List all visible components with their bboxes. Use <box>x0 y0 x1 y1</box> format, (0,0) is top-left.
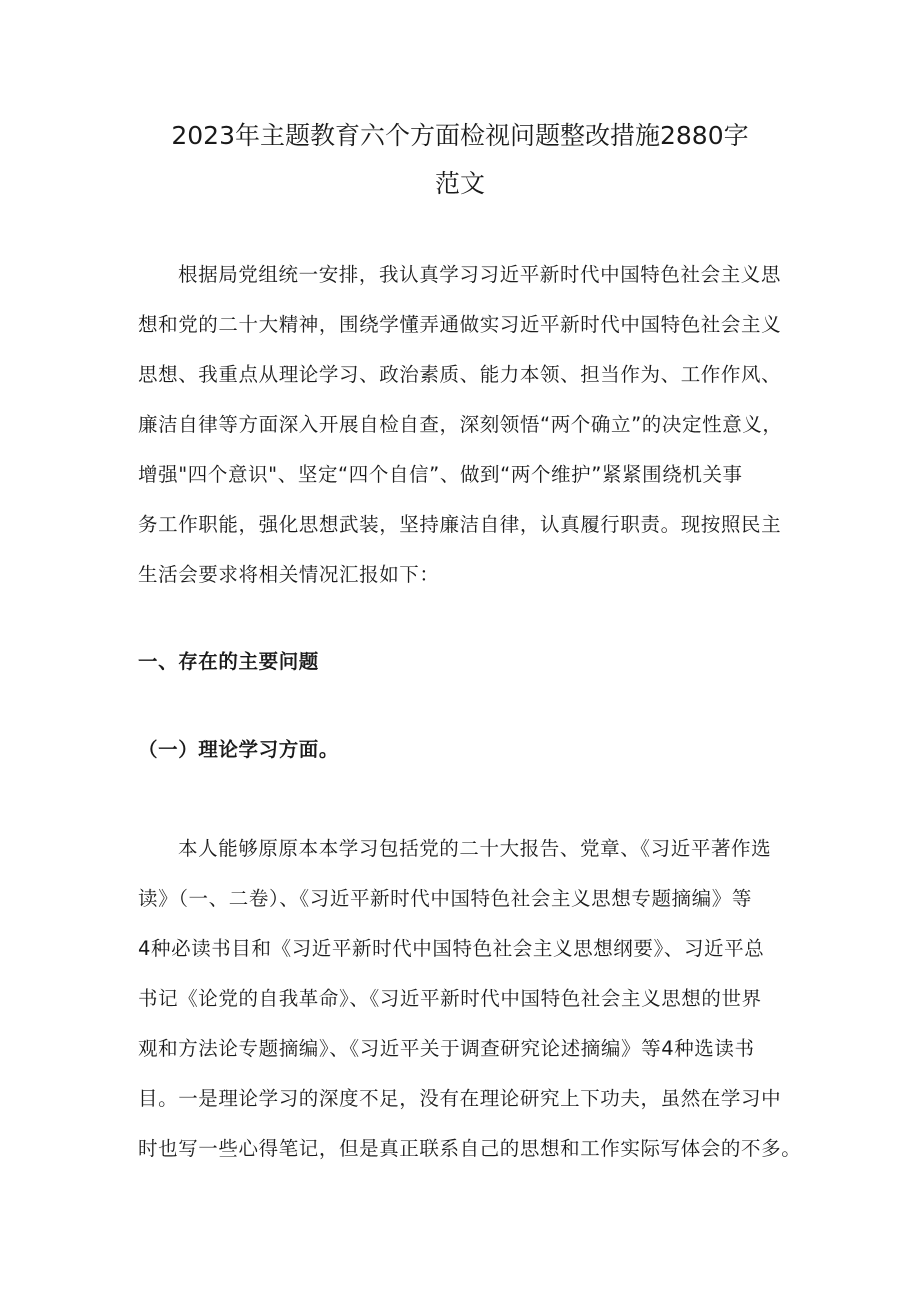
paragraph-line: 生活会要求将相关情况汇报如下： <box>138 563 440 586</box>
paragraph-line: 目。一是理论学习的深度不足，没有在理论研究上下功夫，虽然在学习中 <box>138 1087 782 1110</box>
paragraph-line: 想和党的二十大精神，围绕学懂弄通做实习近平新时代中国特色社会主义 <box>138 313 782 336</box>
section-heading: 一、存在的主要问题 <box>138 650 319 673</box>
paragraph-line: 时也写一些心得笔记，但是真正联系自己的思想和工作实际写体会的不多。 <box>138 1137 802 1160</box>
document-title: 2023年主题教育六个方面检视问题整改措施2880字 <box>171 121 749 150</box>
subsection-heading: （一）理论学习方面。 <box>138 738 340 761</box>
paragraph-line: 根据局党组统一安排，我认真学习习近平新时代中国特色社会主义思 <box>178 263 782 286</box>
paragraph-line: 增强"四个意识"、坚定“四个自信”、做到“两个维护”紧紧围绕机关事 <box>138 463 743 486</box>
paragraph-line: 思想、我重点从理论学习、政治素质、能力本领、担当作为、工作作风、 <box>138 363 782 386</box>
paragraph-line: 观和方法论专题摘编》、《习近平关于调查研究论述摘编》等4种选读书 <box>138 1037 755 1060</box>
paragraph-line: 书记《论党的自我革命》、《习近平新时代中国特色社会主义思想的世界 <box>138 987 762 1010</box>
document-title-continued: 范文 <box>434 169 485 198</box>
paragraph-line: 廉洁自律等方面深入开展自检自查，深刻领悟“两个确立”的决定性意义， <box>138 413 783 436</box>
paragraph-line: 4种必读书目和《习近平新时代中国特色社会主义思想纲要》、习近平总 <box>138 937 765 960</box>
paragraph-line: 读》（一、二卷）、《习近平新时代中国特色社会主义思想专题摘编》等 <box>138 887 752 910</box>
paragraph-line: 务工作职能，强化思想武装，坚持廉洁自律，认真履行职责。现按照民主 <box>138 513 782 536</box>
paragraph-line: 本人能够原原本本学习包括党的二十大报告、党章、《习近平著作选 <box>178 837 772 860</box>
